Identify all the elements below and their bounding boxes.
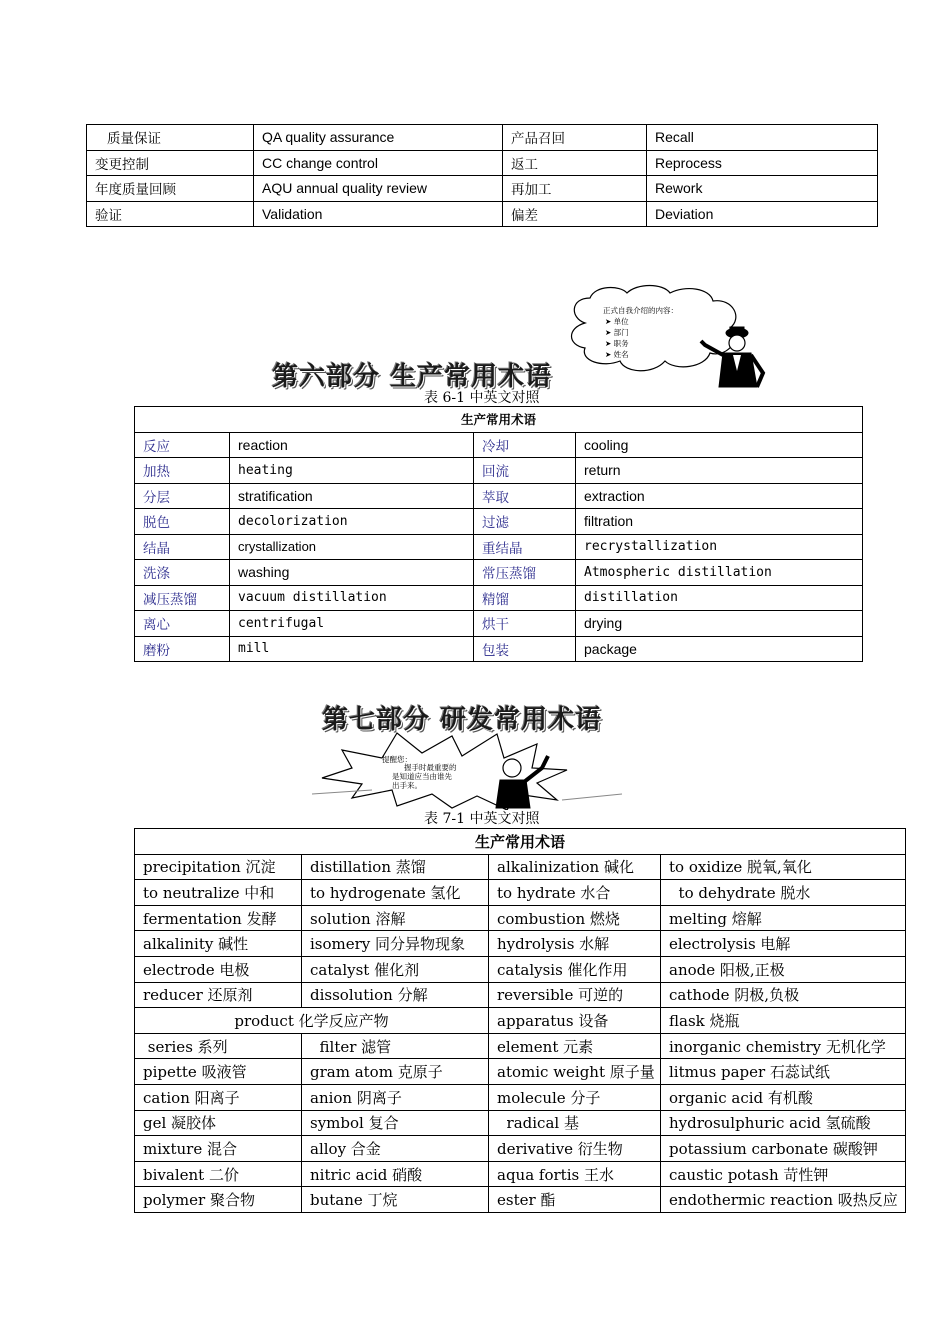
term-pair: potassium carbonate 碳酸钾	[661, 1136, 906, 1162]
term-english: filtration	[576, 509, 863, 535]
term-english: distillation	[576, 585, 863, 611]
term-pair: to hydrogenate 氢化	[302, 880, 489, 906]
table-row	[135, 509, 863, 535]
term-english: Recall	[647, 125, 878, 151]
term-chinese: 烘干	[474, 611, 576, 637]
bubble-text-line: 正式自我介绍的内容：	[603, 306, 678, 315]
production-terms-table	[134, 406, 863, 662]
term-chinese: 离心	[135, 611, 230, 637]
term-chinese: 萃取	[474, 483, 576, 509]
term-chinese: 减压蒸馏	[135, 585, 230, 611]
table-row	[87, 125, 878, 151]
term-pair: hydrolysis 水解	[489, 931, 661, 957]
table-row	[135, 483, 863, 509]
term-english: Reprocess	[647, 150, 878, 176]
term-pair: to hydrate 水合	[489, 880, 661, 906]
term-chinese: 分层	[135, 483, 230, 509]
term-pair: to oxidize 脱氧,氧化	[661, 854, 906, 880]
term-pair: endothermic reaction 吸热反应	[661, 1187, 906, 1213]
table-row	[135, 585, 863, 611]
term-chinese: 精馏	[474, 585, 576, 611]
term-pair: aqua fortis 王水	[489, 1161, 661, 1187]
term-chinese: 年度质量回顾	[87, 176, 254, 202]
term-pair: series 系列	[135, 1033, 302, 1059]
qa-terms-table	[86, 124, 878, 227]
term-pair: electrode 电极	[135, 956, 302, 982]
term-pair: electrolysis 电解	[661, 931, 906, 957]
part7-banner: 第七部分 研发常用术语	[322, 705, 603, 735]
table-header: 生产常用术语	[135, 407, 863, 433]
term-english: crystallization	[230, 534, 474, 560]
term-pair: to dehydrate 脱水	[661, 880, 906, 906]
term-english: mill	[230, 636, 474, 662]
term-pair: gel 凝胶体	[135, 1110, 302, 1136]
term-pair: product 化学反应产物	[135, 1008, 489, 1034]
bubble-text-line: ➤ 单位	[605, 317, 629, 326]
term-pair: anode 阳极,正极	[661, 956, 906, 982]
term-pair: radical 基	[489, 1110, 661, 1136]
term-pair: precipitation 沉淀	[135, 854, 302, 880]
table-row	[135, 982, 906, 1008]
table-row	[135, 611, 863, 637]
term-english: Deviation	[647, 201, 878, 227]
term-pair: isomery 同分异物现象	[302, 931, 489, 957]
term-pair: melting 熔解	[661, 905, 906, 931]
term-pair: pipette 吸液管	[135, 1059, 302, 1085]
term-pair: butane 丁烷	[302, 1187, 489, 1213]
term-english: stratification	[230, 483, 474, 509]
term-english: drying	[576, 611, 863, 637]
term-chinese: 再加工	[503, 176, 647, 202]
table-row	[135, 1033, 906, 1059]
term-english: decolorization	[230, 509, 474, 535]
term-chinese: 结晶	[135, 534, 230, 560]
term-pair: catalysis 催化作用	[489, 956, 661, 982]
table-row	[135, 432, 863, 458]
table-6-1-caption: 表 6-1 中英文对照	[424, 390, 540, 406]
term-pair: cathode 阴极,负极	[661, 982, 906, 1008]
term-pair: anion 阴离子	[302, 1084, 489, 1110]
bubble-text-line: 握手时最重要的	[404, 763, 457, 772]
term-pair: alkalinization 碱化	[489, 854, 661, 880]
term-pair: inorganic chemistry 无机化学	[661, 1033, 906, 1059]
term-chinese: 重结晶	[474, 534, 576, 560]
term-pair: distillation 蒸馏	[302, 854, 489, 880]
term-english: QA quality assurance	[254, 125, 503, 151]
businessman-burst-illustration	[312, 728, 627, 810]
bubble-text-line: 出手来。	[392, 781, 422, 790]
term-pair: to neutralize 中和	[135, 880, 302, 906]
term-pair: mixture 混合	[135, 1136, 302, 1162]
term-pair: polymer 聚合物	[135, 1187, 302, 1213]
term-chinese: 产品召回	[503, 125, 647, 151]
term-english: heating	[230, 458, 474, 484]
term-chinese: 验证	[87, 201, 254, 227]
term-chinese: 加热	[135, 458, 230, 484]
table-row	[135, 1008, 906, 1034]
term-chinese: 过滤	[474, 509, 576, 535]
table-row	[135, 534, 863, 560]
table-row	[135, 560, 863, 586]
term-pair: solution 溶解	[302, 905, 489, 931]
table-row	[135, 1059, 906, 1085]
term-chinese: 返工	[503, 150, 647, 176]
bubble-text-line: ➤ 部门	[605, 328, 629, 337]
term-english: cooling	[576, 432, 863, 458]
term-english: extraction	[576, 483, 863, 509]
term-pair: litmus paper 石蕊试纸	[661, 1059, 906, 1085]
term-pair: cation 阳离子	[135, 1084, 302, 1110]
term-pair: hydrosulphuric acid 氢硫酸	[661, 1110, 906, 1136]
term-pair: derivative 衍生物	[489, 1136, 661, 1162]
term-pair: reversible 可逆的	[489, 982, 661, 1008]
rd-terms-table	[134, 828, 906, 1213]
term-english: return	[576, 458, 863, 484]
term-pair: dissolution 分解	[302, 982, 489, 1008]
term-english: package	[576, 636, 863, 662]
bubble-text-line: 提醒您：	[382, 755, 412, 764]
bubble-text-line: ➤ 姓名	[605, 350, 629, 359]
term-pair: catalyst 催化剂	[302, 956, 489, 982]
table-7-1-caption: 表 7-1 中英文对照	[424, 811, 540, 827]
term-chinese: 洗涤	[135, 560, 230, 586]
term-pair: apparatus 设备	[489, 1008, 661, 1034]
table-row	[135, 854, 906, 880]
term-chinese: 变更控制	[87, 150, 254, 176]
term-pair: alloy 合金	[302, 1136, 489, 1162]
table-row	[135, 1136, 906, 1162]
term-pair: molecule 分子	[489, 1084, 661, 1110]
term-pair: gram atom 克原子	[302, 1059, 489, 1085]
table-row	[87, 201, 878, 227]
term-pair: element 元素	[489, 1033, 661, 1059]
table-row	[87, 150, 878, 176]
term-pair: filter 滤管	[302, 1033, 489, 1059]
term-pair: ester 酯	[489, 1187, 661, 1213]
table-row	[135, 1161, 906, 1187]
term-english: reaction	[230, 432, 474, 458]
term-english: washing	[230, 560, 474, 586]
term-pair: bivalent 二价	[135, 1161, 302, 1187]
term-chinese: 反应	[135, 432, 230, 458]
term-chinese: 包装	[474, 636, 576, 662]
term-chinese: 常压蒸馏	[474, 560, 576, 586]
table-row	[135, 636, 863, 662]
term-chinese: 冷却	[474, 432, 576, 458]
term-english: centrifugal	[230, 611, 474, 637]
table-row	[135, 905, 906, 931]
table-row	[135, 1110, 906, 1136]
table-row	[135, 880, 906, 906]
bubble-text-line: 是知道应当由谁先	[392, 772, 452, 781]
term-english: CC change control	[254, 150, 503, 176]
term-pair: combustion 燃烧	[489, 905, 661, 931]
term-pair: nitric acid 硝酸	[302, 1161, 489, 1187]
table-row	[87, 176, 878, 202]
table-row	[135, 956, 906, 982]
term-english: Atmospheric distillation	[576, 560, 863, 586]
term-chinese: 偏差	[503, 201, 647, 227]
term-chinese: 磨粉	[135, 636, 230, 662]
table-row	[135, 931, 906, 957]
term-chinese: 质量保证	[87, 125, 254, 151]
term-pair: alkalinity 碱性	[135, 931, 302, 957]
table-row	[135, 458, 863, 484]
term-english: vacuum distillation	[230, 585, 474, 611]
term-chinese: 脱色	[135, 509, 230, 535]
term-pair: flask 烧瓶	[661, 1008, 906, 1034]
businessman-cloud-illustration	[565, 283, 770, 391]
term-pair: caustic potash 苛性钾	[661, 1161, 906, 1187]
table-header: 生产常用术语	[135, 829, 906, 855]
term-english: AQU annual quality review	[254, 176, 503, 202]
term-pair: organic acid 有机酸	[661, 1084, 906, 1110]
bubble-text-line: ➤ 职务	[605, 339, 629, 348]
term-pair: symbol 复合	[302, 1110, 489, 1136]
table-row	[135, 1187, 906, 1213]
part6-banner: 第六部分 生产常用术语	[272, 362, 553, 392]
term-pair: reducer 还原剂	[135, 982, 302, 1008]
term-english: recrystallization	[576, 534, 863, 560]
term-pair: fermentation 发酵	[135, 905, 302, 931]
term-english: Rework	[647, 176, 878, 202]
term-english: Validation	[254, 201, 503, 227]
table-row	[135, 1084, 906, 1110]
term-chinese: 回流	[474, 458, 576, 484]
term-pair: atomic weight 原子量	[489, 1059, 661, 1085]
